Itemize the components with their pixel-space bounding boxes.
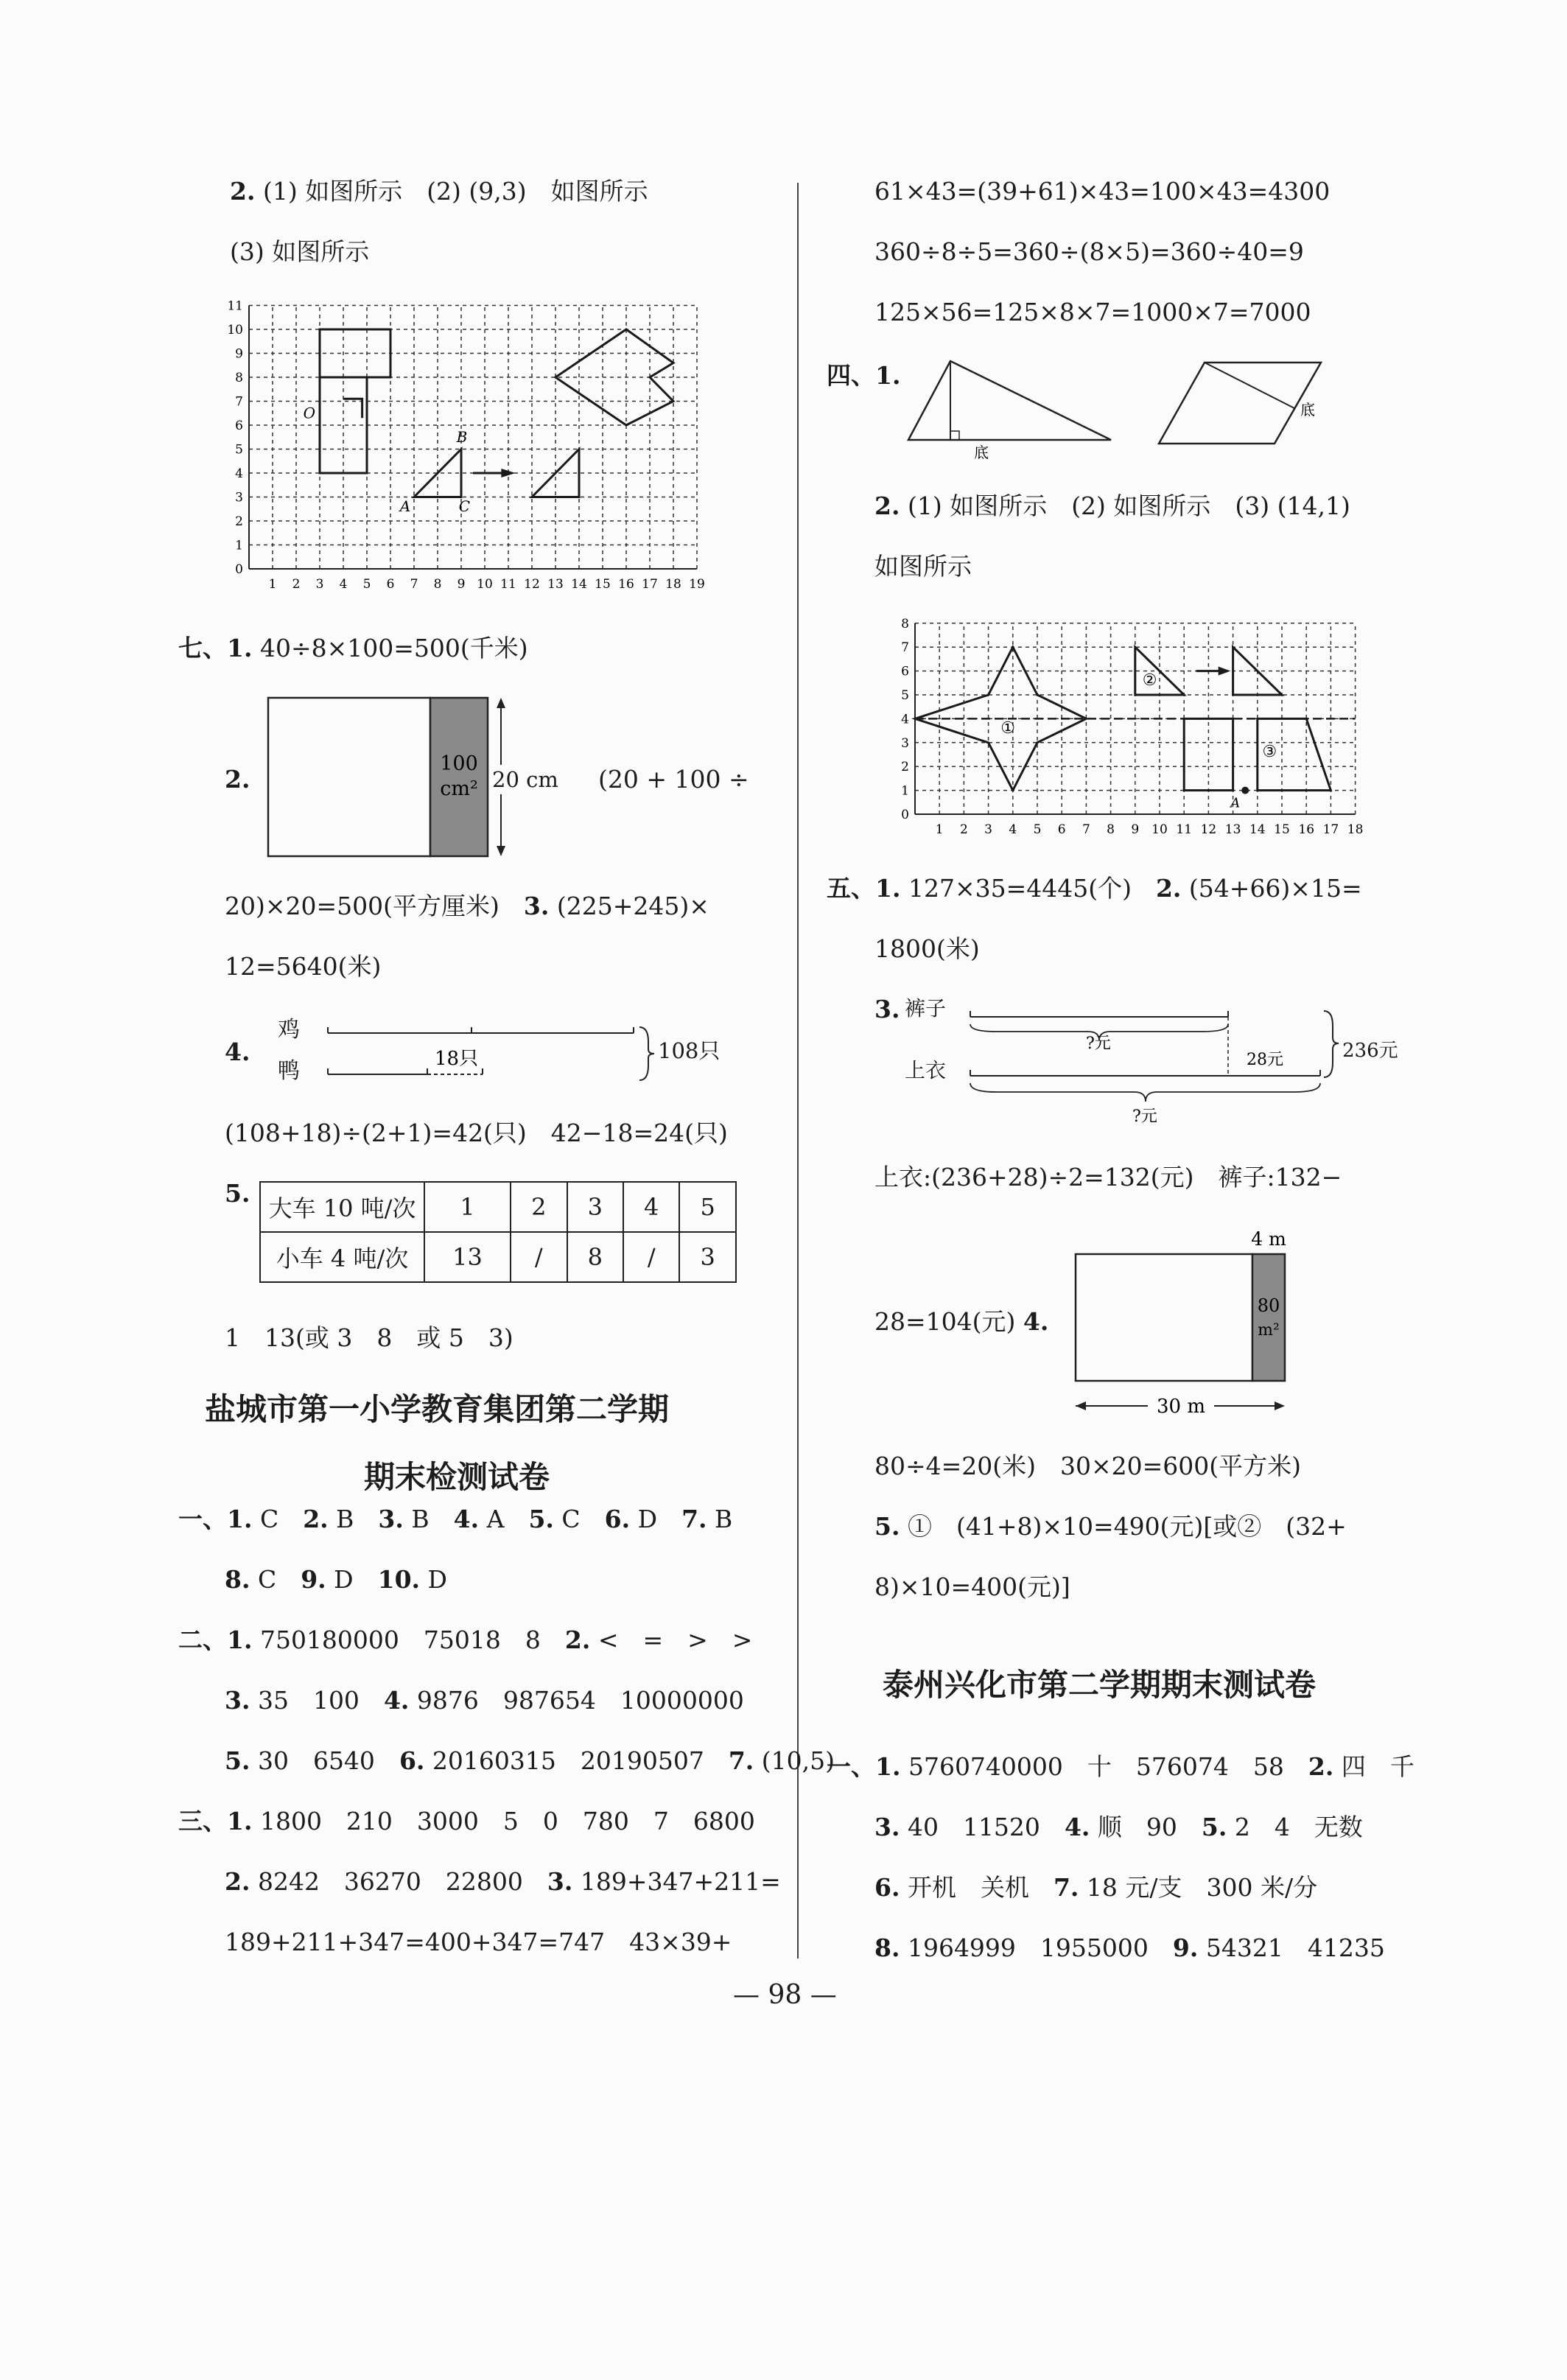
shape-label: ① bbox=[1000, 718, 1015, 738]
arrow-head bbox=[1219, 667, 1231, 676]
x-tick-label: 15 bbox=[1274, 822, 1290, 837]
diff-label: 28元 bbox=[1247, 1051, 1283, 1069]
x-tick-label: 1 bbox=[935, 822, 944, 837]
x-tick-label: 13 bbox=[1224, 822, 1241, 837]
answer-line: 20)×20=500(平方厘米) 3. (225+245)× bbox=[225, 892, 709, 920]
x-tick-label: 3 bbox=[984, 822, 993, 837]
x-tick-label: 4 bbox=[1009, 822, 1017, 837]
exam-title: 盐城市第一小学教育集团第二学期 bbox=[205, 1391, 670, 1427]
x-tick-label: 11 bbox=[1176, 822, 1193, 837]
rectangle-diagram-2 bbox=[1061, 1223, 1304, 1422]
line-label-duck: 鸭 bbox=[278, 1058, 300, 1084]
width-label: 4 m bbox=[1251, 1228, 1286, 1250]
x-tick-label: 4 bbox=[339, 577, 348, 592]
x-tick-label: 15 bbox=[595, 577, 611, 592]
dimension-label: 20 cm bbox=[490, 765, 561, 794]
answer-line: 1 13(或 3 8 或 5 3) bbox=[225, 1323, 513, 1352]
y-tick-label: 6 bbox=[901, 664, 909, 679]
y-tick-label: 9 bbox=[235, 346, 243, 362]
truck-table bbox=[259, 1181, 737, 1283]
x-tick-label: 5 bbox=[362, 577, 371, 592]
point-label: A bbox=[399, 497, 411, 515]
y-tick-label: 3 bbox=[235, 490, 243, 505]
brace bbox=[1324, 1011, 1339, 1077]
y-tick-label: 3 bbox=[901, 735, 909, 751]
y-tick-label: 8 bbox=[901, 616, 909, 631]
arrow-head bbox=[497, 846, 505, 856]
answer-line: 五、1. 127×35=4445(个) 2. (54+66)×15= bbox=[827, 874, 1362, 903]
x-tick-label: 7 bbox=[1082, 822, 1090, 837]
page-number: — 98 — bbox=[733, 1980, 837, 2010]
diff-label: 18只 bbox=[435, 1048, 479, 1070]
answer-line: 上衣:(236+28)÷2=132(元) 裤子:132− bbox=[874, 1163, 1342, 1191]
triangle bbox=[908, 361, 1111, 440]
y-tick-label: 2 bbox=[235, 514, 243, 529]
x-tick-label: 3 bbox=[315, 577, 324, 592]
point-label: C bbox=[458, 497, 471, 515]
coordinate-grid-1 bbox=[227, 298, 729, 597]
x-tick-label: 8 bbox=[433, 577, 442, 592]
answer-line: 6. 开机 关机 7. 18 元/支 300 米/分 bbox=[874, 1873, 1318, 1902]
x-tick-label: 19 bbox=[689, 577, 705, 592]
base-label: 底 bbox=[1300, 401, 1315, 419]
answer-line: 125×56=125×8×7=1000×7=7000 bbox=[874, 298, 1311, 326]
answer-line: 2. (1) 如图所示 (2) 如图所示 (3) (14,1) bbox=[874, 491, 1350, 520]
brace bbox=[970, 1083, 1320, 1102]
answer-line: 61×43=(39+61)×43=100×43=4300 bbox=[874, 177, 1331, 206]
x-tick-label: 10 bbox=[1151, 822, 1168, 837]
total-label: 108只 bbox=[658, 1038, 721, 1063]
x-tick-label: 6 bbox=[386, 577, 395, 592]
question-label: ?元 bbox=[1132, 1107, 1157, 1126]
rectangle-outline bbox=[268, 698, 430, 856]
answer-line: 8. C 9. D 10. D bbox=[225, 1565, 448, 1594]
x-tick-label: 17 bbox=[642, 577, 658, 592]
shape-label: ② bbox=[1142, 671, 1157, 690]
height-diagrams bbox=[906, 357, 1319, 461]
answer-line: (108+18)÷(2+1)=42(只) 42−18=24(只) bbox=[225, 1119, 728, 1147]
x-tick-label: 7 bbox=[410, 577, 418, 592]
shade-unit: m² bbox=[1258, 1321, 1280, 1340]
label-pants: 裤子 bbox=[905, 996, 947, 1021]
answer-line: 12=5640(米) bbox=[225, 952, 382, 981]
x-tick-label: 1 bbox=[268, 577, 277, 592]
parallelogram bbox=[1159, 363, 1321, 444]
question-number: 2. bbox=[225, 765, 250, 794]
x-tick-label: 16 bbox=[618, 577, 634, 592]
answer-line: 二、1. 750180000 75018 8 2. < = > > bbox=[178, 1625, 753, 1654]
x-tick-label: 16 bbox=[1298, 822, 1315, 837]
coordinate-grid-2 bbox=[901, 616, 1379, 839]
exam-title: 期末检测试卷 bbox=[364, 1459, 550, 1495]
y-tick-label: 2 bbox=[901, 760, 909, 775]
point-label: B bbox=[456, 427, 468, 446]
x-tick-label: 11 bbox=[500, 577, 516, 592]
rectangle-outline bbox=[1076, 1254, 1252, 1381]
answer-line: 3. 35 100 4. 9876 987654 10000000 bbox=[225, 1686, 744, 1715]
table-row: 小车 4 吨/次 13 / 8 / 3 bbox=[260, 1232, 736, 1282]
grid-lines bbox=[249, 306, 697, 570]
answer-line: 一、1. C 2. B 3. B 4. A 5. C 6. D 7. B bbox=[178, 1505, 733, 1533]
total-label: 236元 bbox=[1342, 1040, 1398, 1062]
x-tick-label: 18 bbox=[1347, 822, 1364, 837]
y-tick-label: 4 bbox=[235, 466, 243, 481]
rotation-point bbox=[1241, 787, 1249, 794]
column-divider bbox=[797, 183, 799, 1959]
right-angle-mark bbox=[950, 431, 959, 440]
base-label: 底 bbox=[974, 444, 989, 461]
x-tick-label: 10 bbox=[477, 577, 493, 592]
x-tick-label: 6 bbox=[1057, 822, 1066, 837]
answer-line: (3) 如图所示 bbox=[230, 237, 370, 266]
y-tick-label: 4 bbox=[901, 712, 909, 727]
question-number: 3. bbox=[874, 995, 900, 1023]
x-tick-label: 14 bbox=[1249, 822, 1266, 837]
question-number: 5. bbox=[225, 1179, 250, 1208]
y-tick-label: 10 bbox=[227, 323, 243, 337]
answer-line: 如图所示 bbox=[874, 552, 972, 581]
y-tick-label: 1 bbox=[235, 538, 243, 553]
x-tick-label: 2 bbox=[959, 822, 968, 837]
arrow-head bbox=[497, 698, 505, 708]
shade-unit: cm² bbox=[440, 777, 478, 800]
answer-line: 80÷4=20(米) 30×20=600(平方米) bbox=[874, 1452, 1302, 1480]
answer-line: 3. 40 11520 4. 顺 90 5. 2 4 无数 bbox=[874, 1813, 1363, 1841]
y-tick-label: 7 bbox=[235, 394, 243, 410]
y-tick-label: 0 bbox=[235, 562, 243, 577]
answer-line: 2. 8242 36270 22800 3. 189+347+211= bbox=[225, 1867, 781, 1896]
y-tick-label: 6 bbox=[235, 419, 243, 433]
x-tick-label: 2 bbox=[292, 577, 301, 592]
line-label-chicken: 鸡 bbox=[278, 1017, 300, 1043]
x-tick-label: 13 bbox=[547, 577, 564, 592]
label-coat: 上衣 bbox=[905, 1058, 947, 1082]
y-tick-label: 5 bbox=[235, 442, 243, 458]
x-tick-label: 14 bbox=[571, 577, 587, 592]
y-tick-label: 11 bbox=[227, 298, 243, 314]
shaded-strip bbox=[1252, 1254, 1285, 1381]
length-label: 30 m bbox=[1156, 1396, 1206, 1418]
section-heading-4: 四、1. bbox=[827, 361, 901, 390]
line-segment-diagram-2 bbox=[967, 1002, 1350, 1135]
y-tick-label: 1 bbox=[901, 783, 909, 799]
x-tick-label: 17 bbox=[1322, 822, 1339, 837]
answer-line: 1800(米) bbox=[874, 934, 980, 963]
question-label: ?元 bbox=[1086, 1035, 1111, 1053]
point-label: A bbox=[1230, 795, 1241, 811]
shade-value: 80 bbox=[1257, 1295, 1280, 1316]
x-tick-label: 9 bbox=[457, 577, 466, 592]
line-segment-diagram bbox=[324, 1017, 663, 1091]
answer-line: 28=104(元) 4. bbox=[874, 1307, 1049, 1336]
x-tick-label: 8 bbox=[1107, 822, 1115, 837]
section-heading-7: 七、1. 40÷8×100=500(千米) bbox=[178, 634, 528, 662]
answer-line: 189+211+347=400+347=747 43×39+ bbox=[225, 1928, 732, 1956]
brace bbox=[639, 1027, 654, 1080]
exam-title: 泰州兴化市第二学期期末测试卷 bbox=[883, 1667, 1317, 1703]
y-tick-label: 7 bbox=[901, 640, 909, 656]
answer-line: 5. ① (41+8)×10=490(元)[或② (32+ bbox=[874, 1512, 1347, 1541]
x-tick-label: 9 bbox=[1131, 822, 1140, 837]
x-tick-label: 18 bbox=[665, 577, 681, 592]
answer-line: 8. 1964999 1955000 9. 54321 41235 bbox=[874, 1933, 1385, 1962]
y-tick-label: 5 bbox=[901, 688, 909, 703]
answer-line: 一、1. 5760740000 十 576074 58 2. 四 千 bbox=[827, 1752, 1414, 1781]
x-tick-label: 12 bbox=[1200, 822, 1217, 837]
answer-line: 360÷8÷5=360÷(8×5)=360÷40=9 bbox=[874, 237, 1304, 266]
shade-value: 100 bbox=[440, 752, 478, 775]
parallelogram-height bbox=[1205, 363, 1294, 408]
answer-line: 2. (1) 如图所示 (2) (9,3) 如图所示 bbox=[230, 177, 648, 206]
answer-line: 三、1. 1800 210 3000 5 0 780 7 6800 bbox=[178, 1807, 755, 1835]
shape-label: ③ bbox=[1262, 743, 1277, 762]
y-tick-label: 0 bbox=[901, 808, 909, 822]
answer-line: 5. 30 6540 6. 20160315 20190507 7. (10,5) bbox=[225, 1746, 835, 1775]
x-tick-label: 12 bbox=[524, 577, 540, 592]
question-number: 4. bbox=[225, 1037, 250, 1066]
answer-line: (20 + 100 ÷ bbox=[598, 765, 749, 794]
x-tick-label: 5 bbox=[1033, 822, 1042, 837]
answer-line: 8)×10=400(元)] bbox=[874, 1572, 1070, 1601]
table-row: 大车 10 吨/次 1 2 3 4 5 bbox=[260, 1182, 736, 1232]
point-label: O bbox=[303, 404, 316, 422]
y-tick-label: 8 bbox=[235, 371, 243, 385]
